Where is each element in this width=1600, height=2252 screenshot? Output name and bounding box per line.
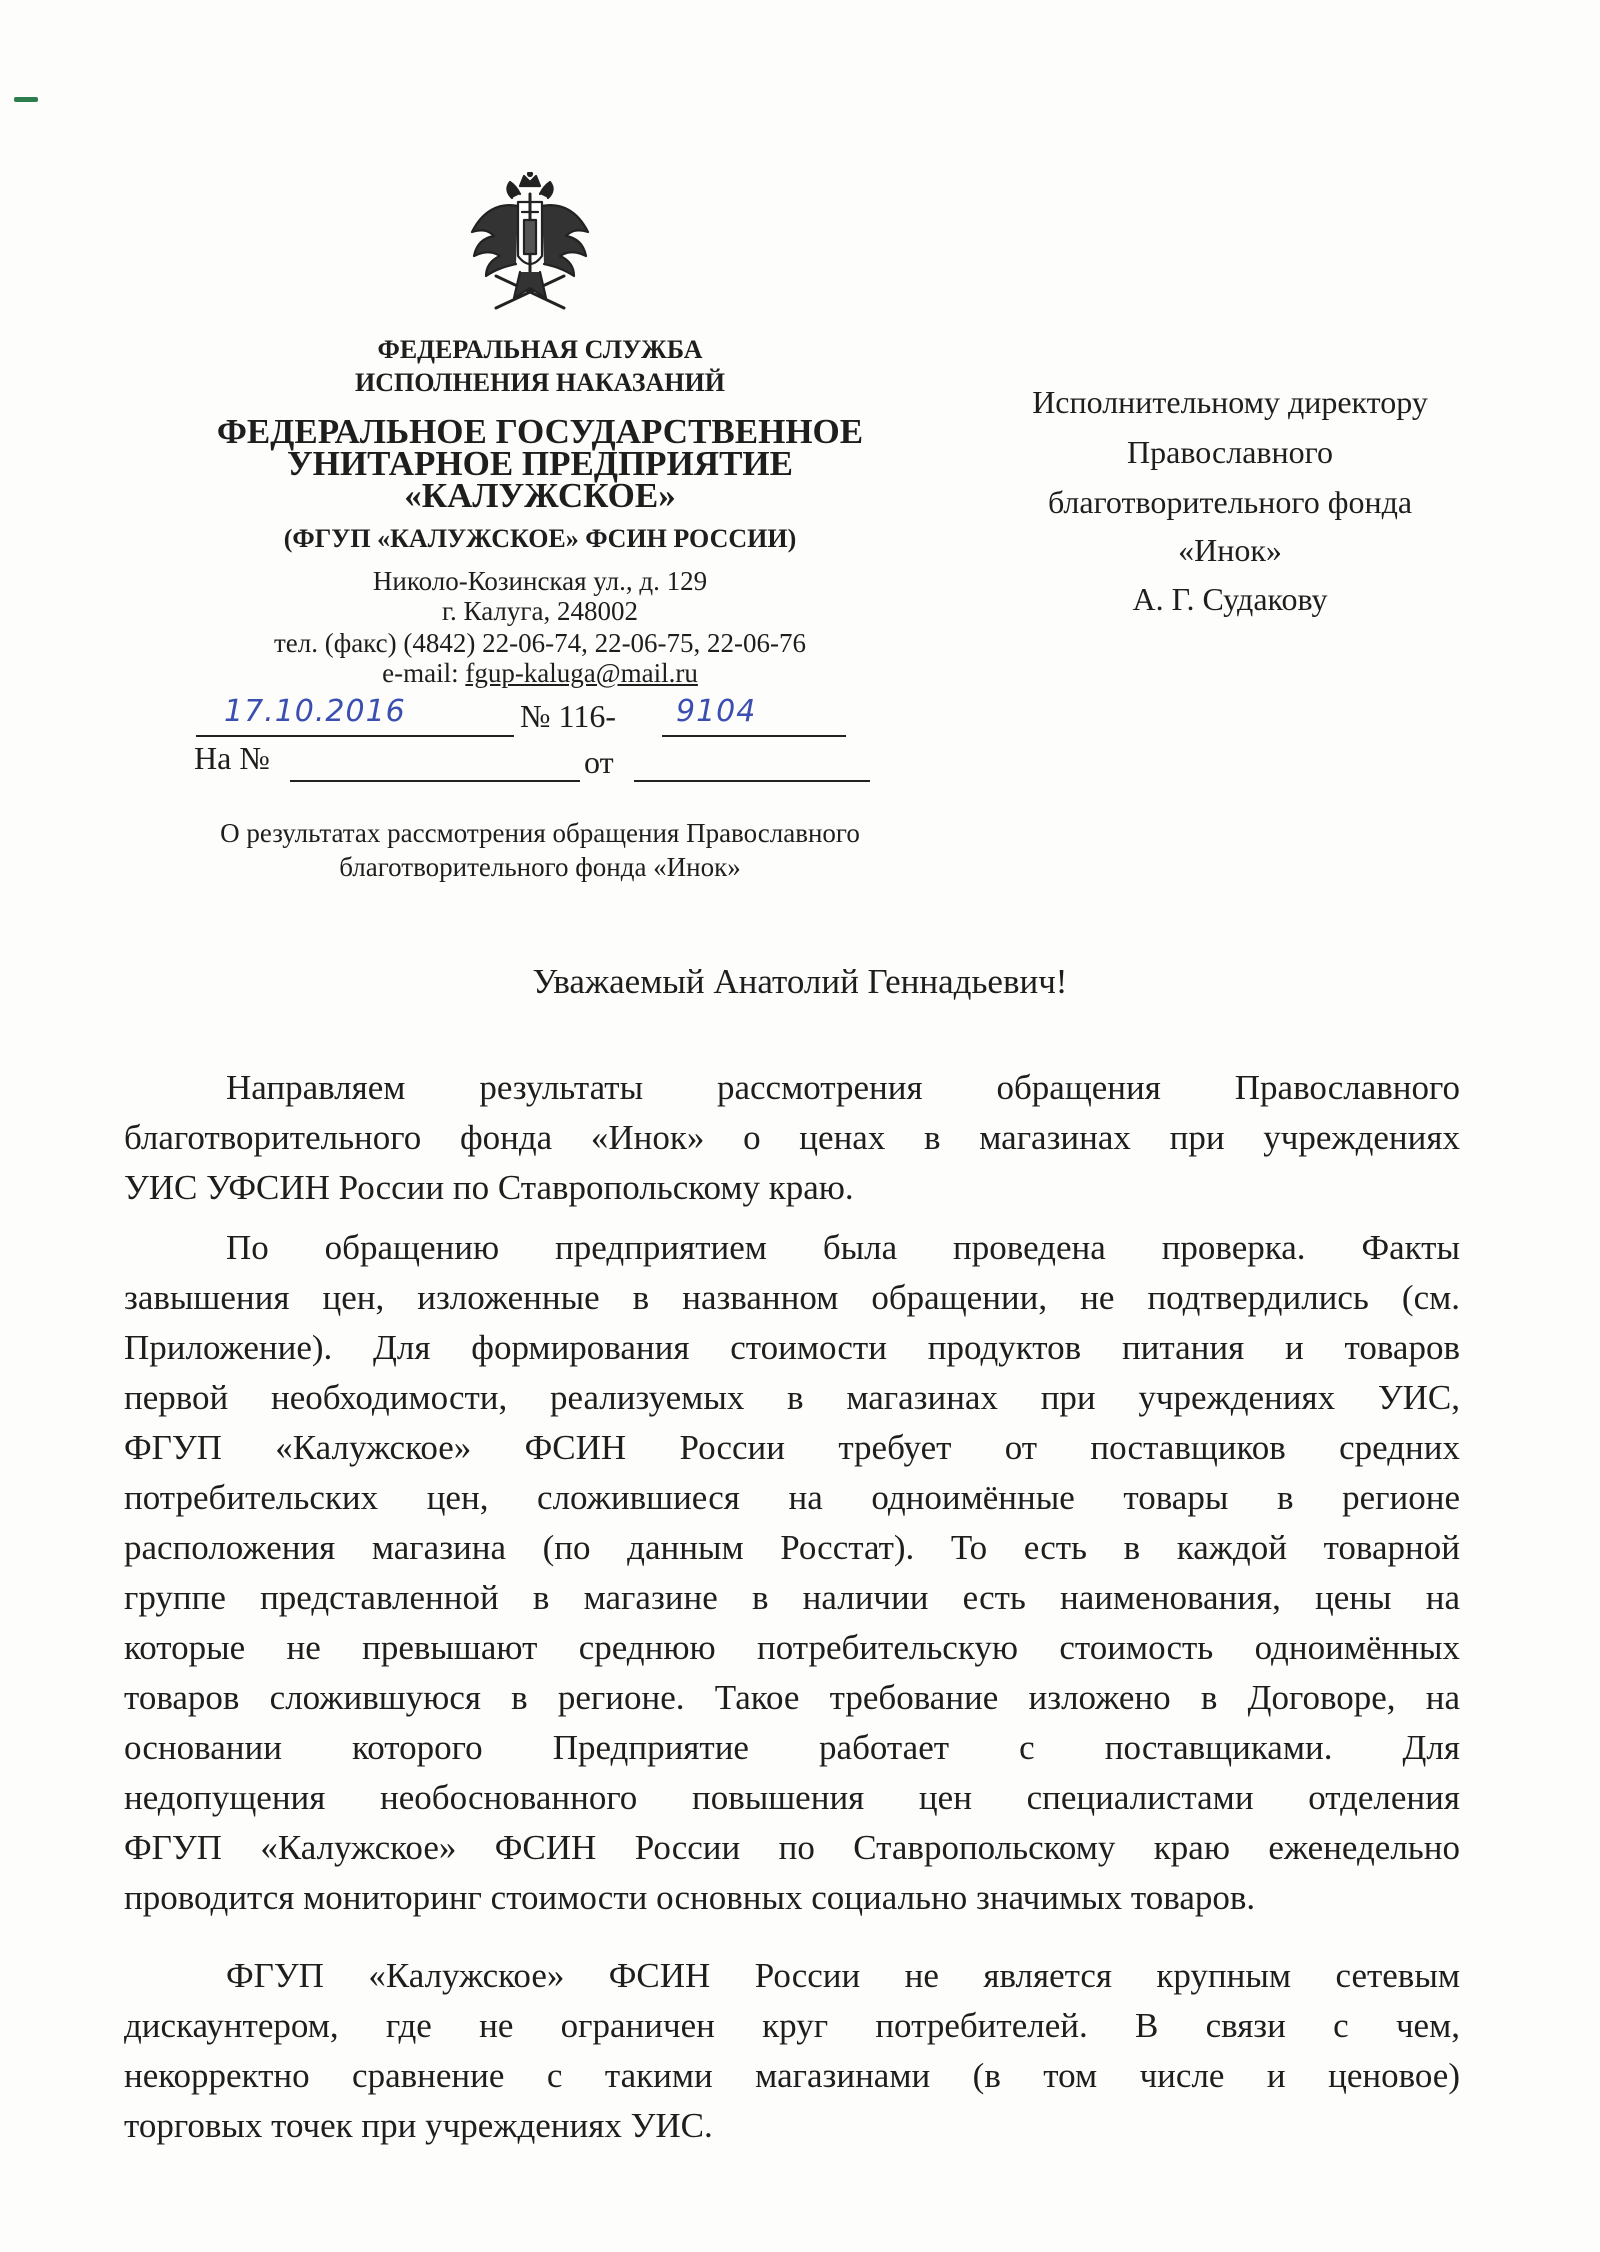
body-line: благотворительного фонда «Инок» о ценах в магазинах при учреждениях [124, 1118, 1460, 1157]
body-line: торговых точек при учреждениях УИС. [124, 2106, 713, 2145]
subject-line1: О результатах рассмотрения обращения Православного [220, 818, 860, 848]
body-line: расположения магазина (по данным Росстат). То есть в каждой товарной [124, 1528, 1460, 1567]
body-line: ФГУП «Калужское» ФСИН России не является крупным сетевым [226, 1956, 1460, 1995]
body-line: завышения цен, изложенные в названном обращении, не подтвердились (см. [124, 1278, 1460, 1317]
org-name-line2: УНИТАРНОЕ ПРЕДПРИЯТИЕ [287, 444, 793, 483]
body-line: ФГУП «Калужское» ФСИН России по Ставропольскому краю еженедельно [124, 1828, 1460, 1867]
reg-date-underline [196, 735, 514, 737]
reg-number-underline [662, 735, 846, 737]
org-short-name: (ФГУП «КАЛУЖСКОЕ» ФСИН РОССИИ) [283, 524, 797, 553]
body-line: проводится мониторинг стоимости основных социально значимых товаров. [124, 1878, 1256, 1917]
body-line: недопущения необоснованного повышения цен специалистами отделения [124, 1778, 1460, 1817]
ref-from-underline [634, 780, 870, 782]
addressee-line1: Исполнительному директору [1032, 384, 1428, 420]
ref-number-underline [290, 780, 580, 782]
body-line: потребительских цен, сложившиеся на одноимённые товары в регионе [124, 1478, 1460, 1517]
ref-from-label: от [584, 744, 614, 780]
body-line: дискаунтером, где не ограничен круг потребителей. В связи с чем, [124, 2006, 1460, 2045]
body-line: товаров сложившуюся в регионе. Такое требование изложено в Договоре, на [124, 1678, 1460, 1717]
org-name-line3: «КАЛУЖСКОЕ» [404, 476, 676, 515]
reg-date: 17.10.2016 [224, 694, 406, 729]
reg-number-label: № 116- [520, 698, 616, 734]
email-link[interactable]: fgup-kaluga@mail.ru [465, 658, 698, 688]
service-name-line2: ИСПОЛНЕНИЯ НАКАЗАНИЙ [355, 368, 725, 397]
org-name-line1: ФЕДЕРАЛЬНОЕ ГОСУДАРСТВЕННОЕ [216, 412, 864, 451]
body-line: УИС УФСИН России по Ставропольскому краю. [124, 1168, 854, 1207]
eagle-emblem-icon [468, 172, 592, 322]
email-label: e-mail: [382, 658, 459, 688]
addressee-line4: «Инок» [1178, 532, 1282, 568]
addressee-line5: А. Г. Судакову [1132, 581, 1328, 617]
ref-number-label: На № [194, 740, 270, 776]
reg-number-value: 9104 [676, 694, 757, 729]
address-city: г. Калуга, 248002 [442, 596, 638, 626]
addressee-line3: благотворительного фонда [1047, 484, 1413, 520]
phone-fax: тел. (факс) (4842) 22-06-74, 22-06-75, 22-06-76 [273, 628, 807, 658]
addressee-line2: Православного [1127, 434, 1333, 470]
body-line: По обращению предприятием была проведена проверка. Факты [226, 1228, 1460, 1267]
body-line: первой необходимости, реализуемых в магазинах при учреждениях УИС, [124, 1378, 1460, 1417]
email-line [160, 660, 920, 687]
service-name-line1: ФЕДЕРАЛЬНАЯ СЛУЖБА [377, 335, 703, 364]
edge-mark [14, 97, 38, 102]
address-street: Николо-Козинская ул., д. 129 [372, 566, 708, 596]
body-line: некорректно сравнение с такими магазинами (в том числе и ценовое) [124, 2056, 1460, 2095]
greeting: Уважаемый Анатолий Геннадьевич! [532, 962, 1068, 1001]
body-line: которые не превышают среднюю потребительскую стоимость одноимённых [124, 1628, 1460, 1667]
body-line: ФГУП «Калужское» ФСИН России требует от поставщиков средних [124, 1428, 1460, 1467]
body-line: Приложение). Для формирования стоимости продуктов питания и товаров [124, 1328, 1460, 1367]
subject-line2: благотворительного фонда «Инок» [339, 852, 741, 882]
body-line: основании которого Предприятие работает с поставщиками. Для [124, 1728, 1460, 1767]
body-line: Направляем результаты рассмотрения обращения Православного [226, 1068, 1460, 1107]
body-line: группе представленной в магазине в наличии есть наименования, цены на [124, 1578, 1460, 1617]
